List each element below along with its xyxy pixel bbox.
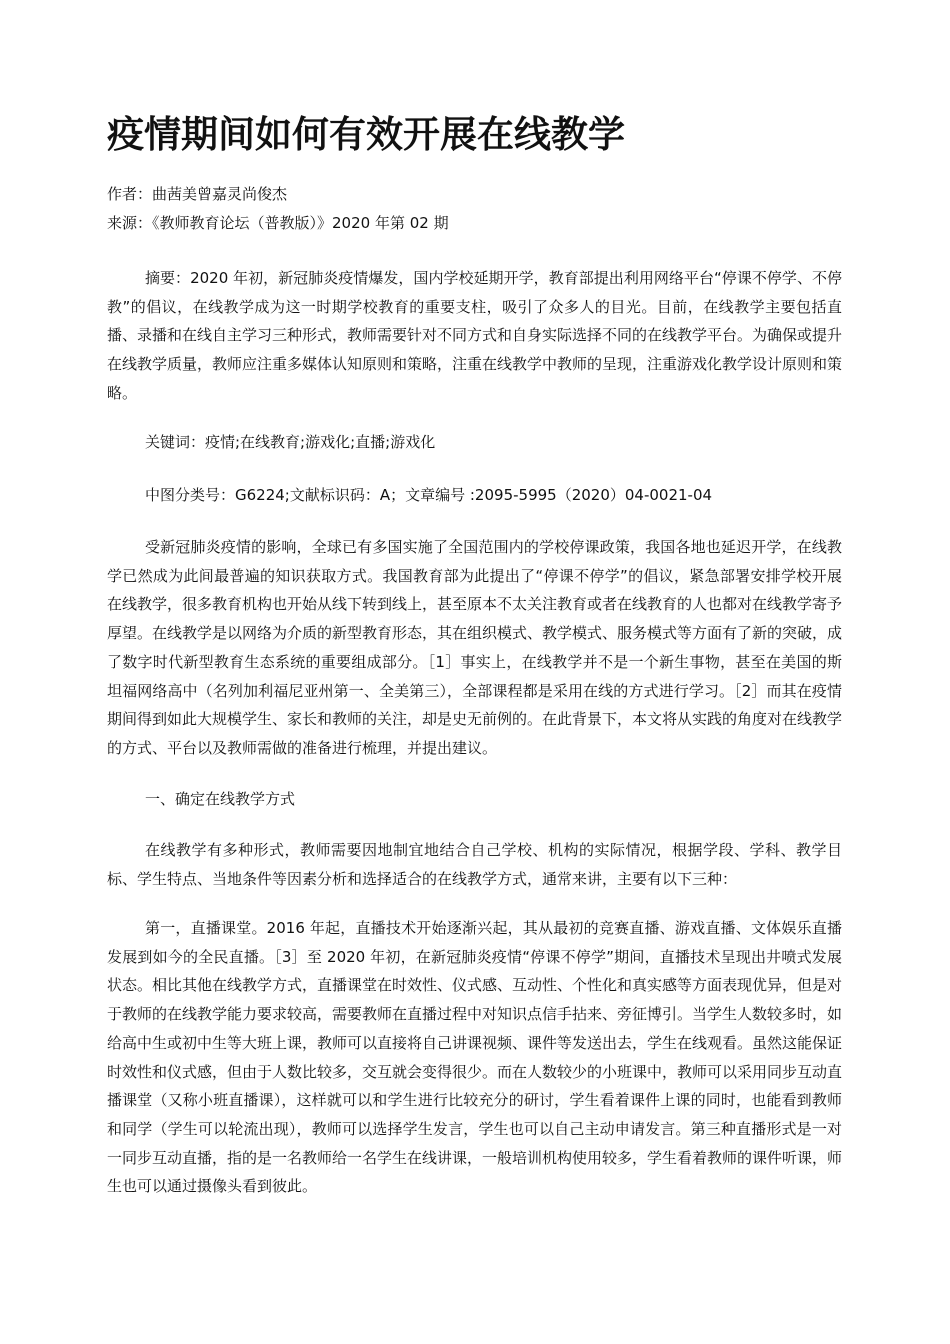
live-class-paragraph: 第一，直播课堂。2016 年起，直播技术开始逐渐兴起，其从最初的竞赛直播、游戏直播、文体娱乐直播发展到如今的全民直播。［3］至 2020 年初，在新冠肺炎疫情“停课不停学”期间，直播技术呈现出井喷式发展状态。相比其他在线教学方式，直播课堂在时效性、仪式感、互动性、个性化和真实感等方面表现优异，但是对于教师的在线教学能力要求较高，需要教师在直播过程中对知识点信手拈来、旁征博引。当学生人数较多时，如给高中生或初中生等大班上课，教师可以直接将自己讲课视频、课件等发送出去，学生在线观看。虽然这能保证时效性和仪式感，但由于人数比较多，交互就会变得很少。而在人数较少的小班课中，教师可以采用同步互动直播课堂（又称小班直播课），这样就可以和学生进行比较充分的研讨，学生看着课件上课的同时，也能看到教师和同学（学生可以轮流出现），教师可以选择学生发言，学生也可以自己主动申请发言。第三种直播形式是一对一同步互动直播，指的是一名教师给一名学生在线讲课，一般培训机构使用较多，学生看着教师的课件听课，师生也可以通过摄像头看到彼此。 [107, 919, 843, 1196]
page-title: 疫情期间如何有效开展在线教学 [107, 113, 625, 156]
section-intro-paragraph: 在线教学有多种形式，教师需要因地制宜地结合自己学校、机构的实际情况，根据学段、学科、教学目标、学生特点、当地条件等因素分析和选择适合的在线教学方式，通常来讲，主要有以下三种： [107, 841, 842, 888]
keywords-line: 关键词：疫情;在线教育;游戏化;直播;游戏化 [145, 433, 436, 451]
abstract-paragraph: 摘要：2020 年初，新冠肺炎疫情爆发，国内学校延期开学，教育部提出利用网络平台“停课不停学、不停教”的倡议，在线教学成为这一时期学校教育的重要支柱，吸引了众多人的目光。目前，在线教学主要包括直播、录播和在线自主学习三种形式，教师需要针对不同方式和自身实际选择不同的在线教学平台。为确保或提升在线教学质量，教师应注重多媒体认知原则和策略，注重在线教学中教师的呈现，注重游戏化教学设计原则和策略。 [107, 269, 843, 402]
intro-paragraph: 受新冠肺炎疫情的影响，全球已有多国实施了全国范围内的学校停课政策，我国各地也延迟开学，在线教学已然成为此间最普遍的知识获取方式。我国教育部为此提出了“停课不停学”的倡议，紧急部署安排学校开展在线教学，很多教育机构也开始从线下转到线上，甚至原本不太关注教育或者在线教育的人也都对在线教学寄予厚望。在线教学是以网络为介质的新型教育形态，其在组织模式、教学模式、服务模式等方面有了新的突破，成了数字时代新型教育生态系统的重要组成部分。［1］事实上，在线教学并不是一个新生事物，甚至在美国的斯坦福网络高中（名列加利福尼亚州第一、全美第三），全部课程都是采用在线的方式进行学习。［2］而其在疫情期间得到如此大规模学生、家长和教师的关注，却是史无前例的。在此背景下，本文将从实践的角度对在线教学的方式、平台以及教师需做的准备进行梳理，并提出建议。 [107, 538, 843, 757]
section-heading: 一、确定在线教学方式 [145, 790, 296, 808]
author-line: 作者：曲茜美曾嘉灵尚俊杰 [107, 185, 288, 203]
source-line: 来源：《教师教育论坛（普教版）》2020 年第 02 期 [107, 214, 449, 232]
classification-line: 中图分类号：G6224;文献标识码：A；文章编号 :2095-5995（2020）04-0021-04 [145, 486, 713, 504]
